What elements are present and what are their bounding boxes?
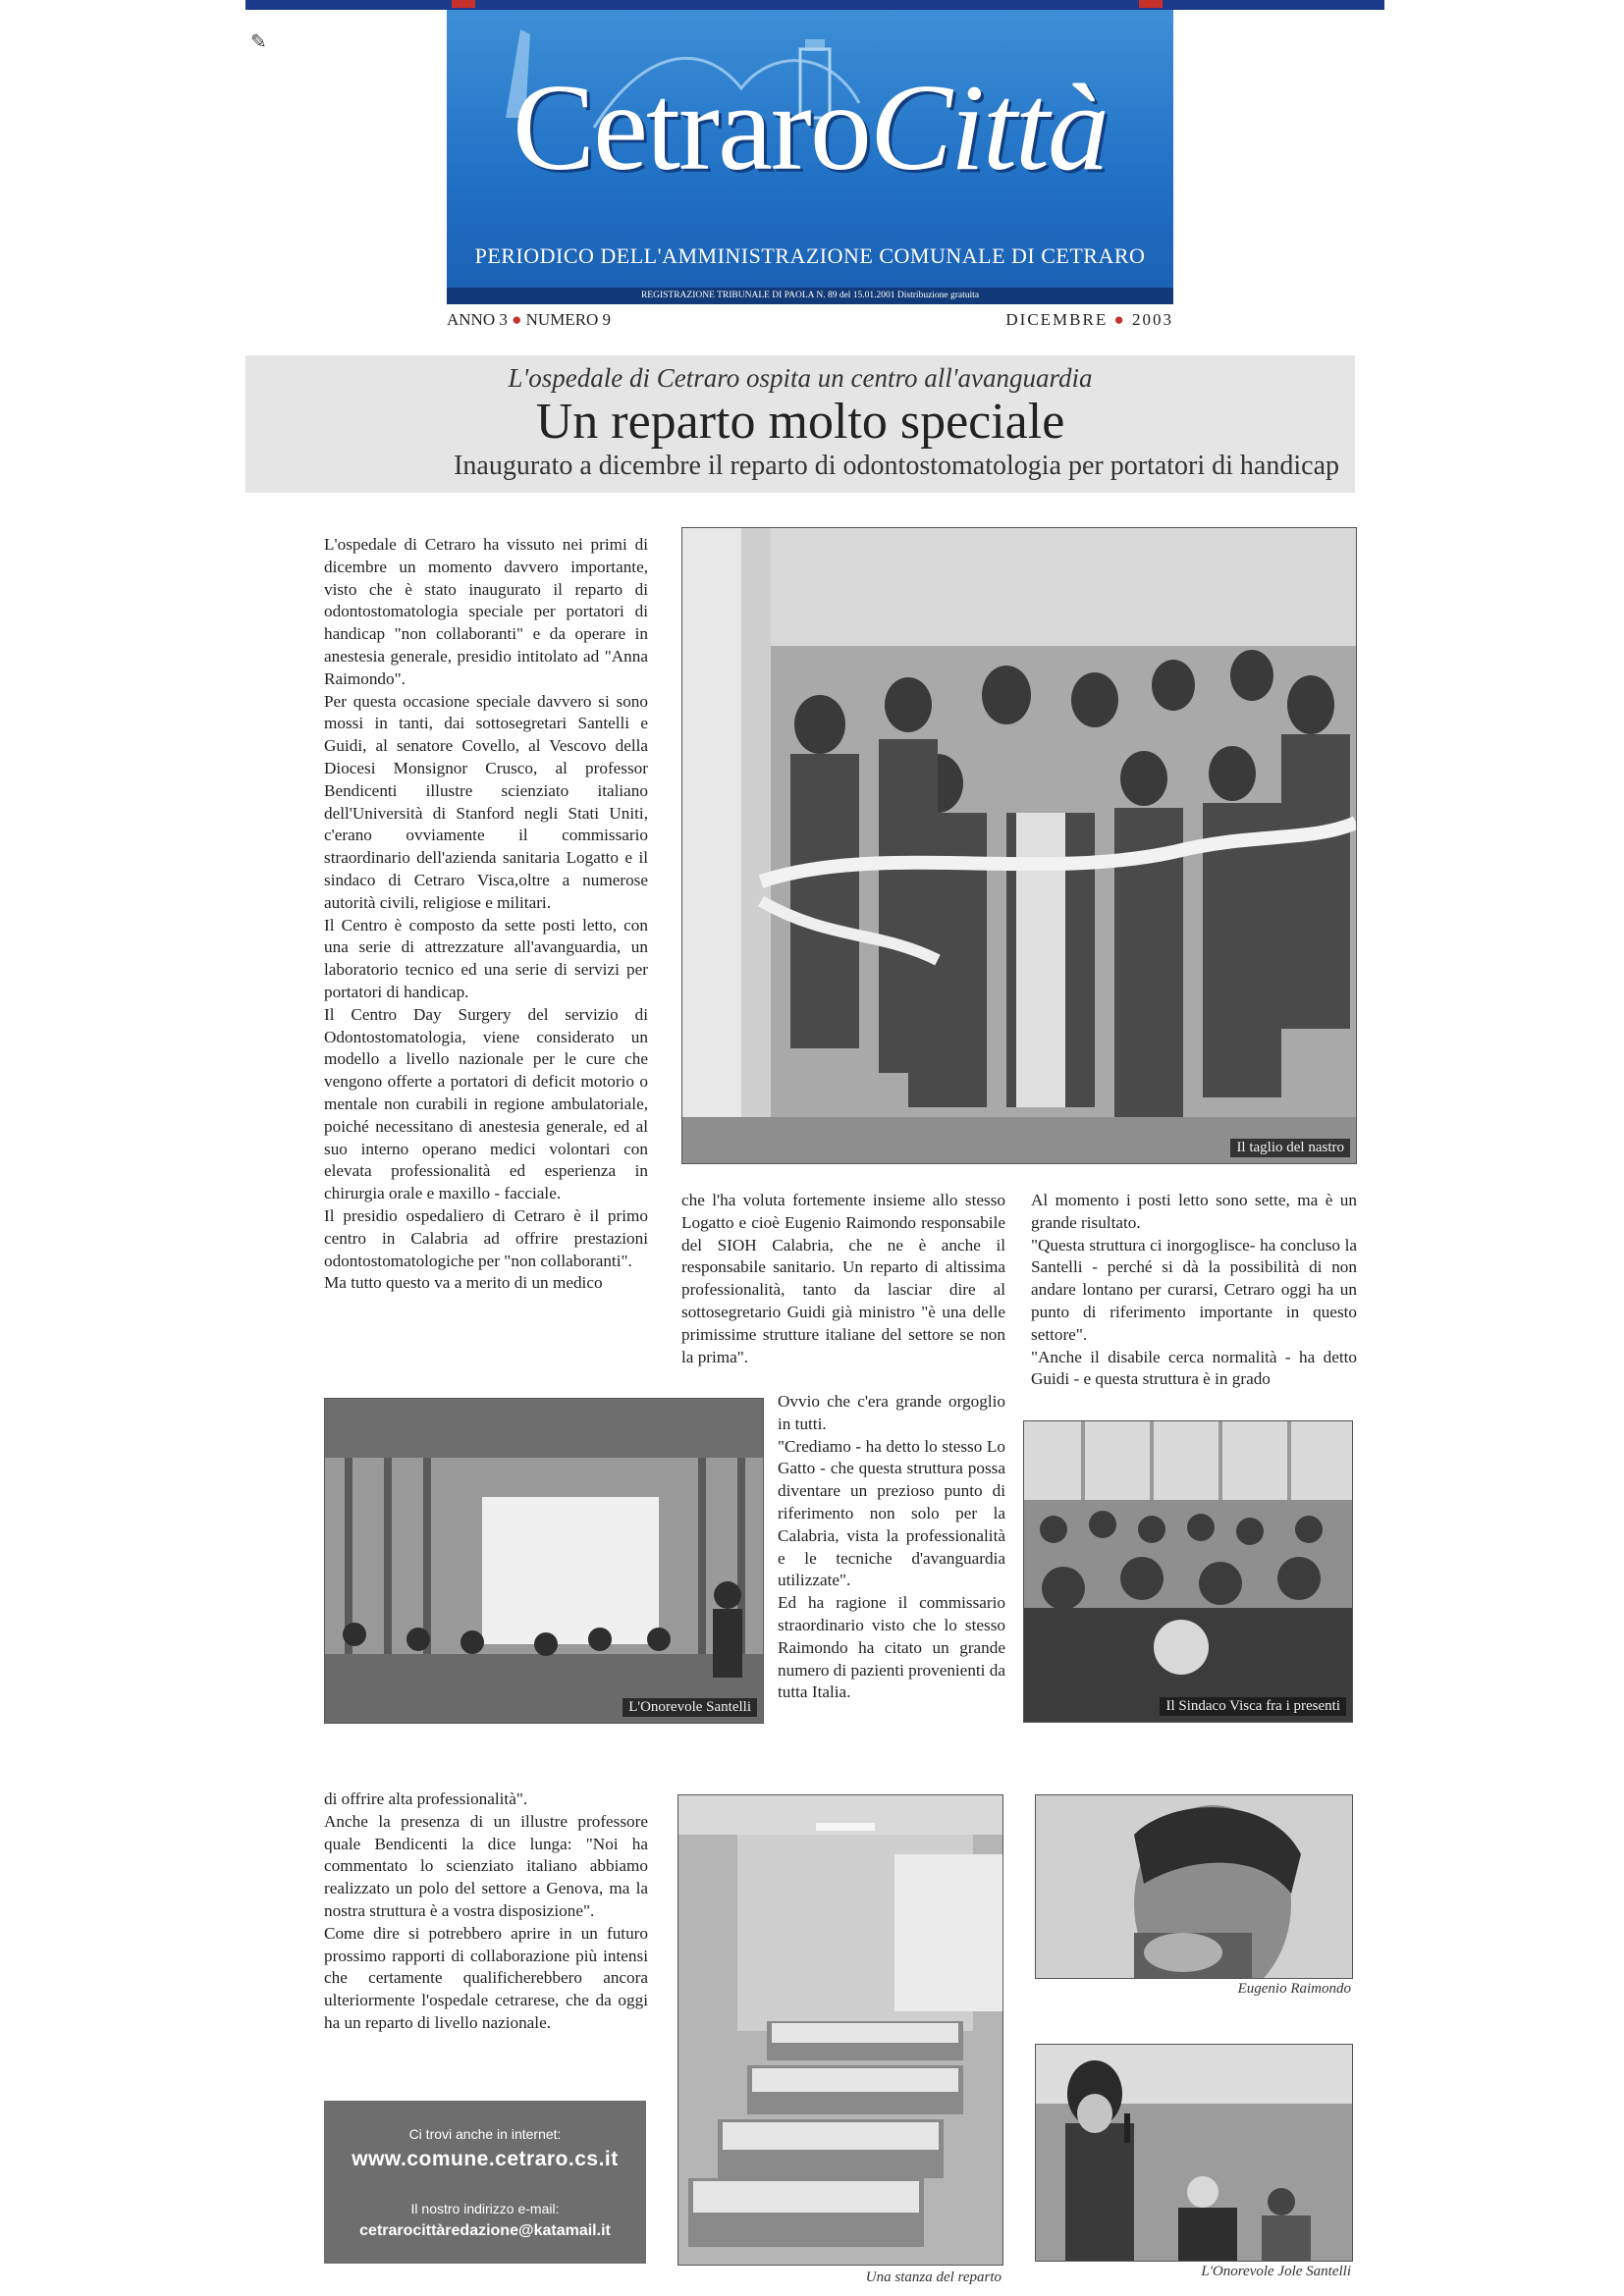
article-column-3 xyxy=(1031,1190,1357,1391)
paragraph: "Crediamo - ha detto lo stesso Lo Gatto - che questa struttura possa diventare un prezioso punto di riferimento non solo per la Calabria, vista la professionalità e le tecniche d'avanguardia utilizzate". xyxy=(778,1436,1005,1590)
article-kicker: L'ospedale di Cetraro ospita un centro all'avanguardia xyxy=(508,363,1093,393)
email-label: Il nostro indirizzo e-mail: xyxy=(410,2201,560,2216)
article-column-middle xyxy=(778,1391,1005,1704)
conference-room-image xyxy=(325,1399,763,1723)
photo-caption: Il taglio del nastro xyxy=(1230,1139,1350,1157)
paragraph: che l'ha voluta fortemente insieme allo stesso Logatto e cioè Eugenio Raimondo responsabile del SIOH Calabria, che ne è anche il responsabile sanitario. Un reparto di altissima professionalità, tanto da lasciar dire al sottosegretario Guidi già ministro "è una delle primissime strutture italiane del settore se non la prima". xyxy=(681,1191,1005,1366)
issue-number: ANNO 3 ● NUMERO 9 xyxy=(447,310,612,329)
article-column-bottom xyxy=(324,1789,648,2035)
article-column-2 xyxy=(681,1190,1005,1368)
ribbon-cutting-photo xyxy=(681,527,1357,1164)
corner-mark-icon: ✎ xyxy=(250,31,267,53)
paragraph: Ed ha ragione il commissario straordinario visto che lo stesso Raimondo ha citato un grande numero di pazienti provenienti da tutta Italia. xyxy=(778,1593,1005,1702)
photo-caption: L'Onorevole Jole Santelli xyxy=(1201,2264,1351,2279)
article-column-1 xyxy=(324,534,648,1295)
paragraph: "Anche il disabile cerca normalità - ha detto Guidi - e questa struttura è in grado xyxy=(1031,1347,1357,1389)
masthead xyxy=(447,10,1173,304)
headline-band xyxy=(245,355,1355,493)
paragraph: Per questa occasione speciale davvero si sono mossi in tanti, dai sottosegretari Santelli e Guidi, al senatore Covello, al Vescovo della Diocesi Monsignor Crusco, al professor Bendicenti illustre scienziato italiano dell'Università di Stanford negli Stati Uniti, c'erano ovviamente il commissario straordinario dell'azienda sanitaria Logatto e il sindaco di Cetraro Visca,oltre a numerose autorità civili, religiose e militari. xyxy=(324,691,648,912)
email-link[interactable]: cetrarocittàredazione@katamail.it xyxy=(359,2222,611,2239)
masthead-title: CetraroCittà xyxy=(513,60,1108,196)
hospital-room-photo xyxy=(677,1794,1003,2266)
paragraph: Ma tutto questo va a merito di un medico xyxy=(324,1273,603,1293)
web-label: Ci trovi anche in internet: xyxy=(408,2126,562,2142)
article-deck: Inaugurato a dicembre il reparto di odontostomatologia per portatori di handicap xyxy=(454,451,1339,481)
paragraph: Al momento i posti letto sono sette, ma è un grande risultato. xyxy=(1031,1191,1357,1232)
photo-caption: Il Sindaco Visca fra i presenti xyxy=(1160,1697,1346,1716)
web-info-box xyxy=(324,2101,646,2264)
speaker-image xyxy=(1036,2045,1352,2261)
paragraph: "Questa struttura ci inorgoglisce- ha concluso la Santelli - perché si dà la possibilità di non andare lontano per curarsi, Cetraro oggi ha un punto di riferimento importante in questo settore". xyxy=(1031,1235,1357,1344)
photo-caption: Una stanza del reparto xyxy=(865,2269,1001,2285)
red-mark xyxy=(452,0,475,8)
speaker-photo xyxy=(1035,2044,1353,2262)
photo-caption: Eugenio Raimondo xyxy=(1237,1981,1351,1997)
paragraph: di offrire alta professionalità". xyxy=(324,1789,528,1808)
paragraph: Anche la presenza di un illustre professore quale Bendicenti la dice lunga: "Noi ha commentato lo scienziato italiano abbiamo realizzato un polo del settore a Genova, ma la nostra struttura è a vostra disposizione". xyxy=(324,1811,648,1920)
portrait-image xyxy=(1036,1795,1352,1978)
registration-line: REGISTRAZIONE TRIBUNALE DI PAOLA N. 89 del 15.01.2001 Distribuzione gratuita xyxy=(447,288,1173,304)
portrait-photo xyxy=(1035,1794,1353,1979)
conference-room-photo xyxy=(324,1398,764,1724)
paragraph: Il Centro Day Surgery del servizio di Odontostomatologia, viene considerato un modello a livello nazionale per le cure che vengono offerte a portatori di deficit motorio o mentale non curabili in regione ambulatoriale, poiché necessitano di anestesia generale, ed al suo interno operano medici volontari con elevata professionalità ed esperienza in chirurgia orale e maxillo - facciale. xyxy=(324,1004,648,1203)
paragraph: L'ospedale di Cetraro ha vissuto nei primi di dicembre un momento davvero importante, visto che è stato inaugurato il reparto di odontostomatologia speciale per portatori di handicap "non collaboranti" e da operare in anestesia generale, presidio intitolato ad "Anna Raimondo". xyxy=(324,535,648,688)
issue-line xyxy=(447,310,1173,334)
paragraph: Ovvio che c'era grande orgoglio in tutti. xyxy=(778,1392,1005,1433)
article-headline: Un reparto molto speciale xyxy=(535,394,1065,450)
red-mark xyxy=(1139,0,1163,8)
website-link[interactable]: www.comune.cetraro.cs.it xyxy=(352,2148,619,2170)
hospital-room-image xyxy=(678,1795,1002,2265)
photo-caption: L'Onorevole Santelli xyxy=(623,1698,757,1717)
issue-date: DICEMBRE ● 2003 xyxy=(1005,310,1173,329)
masthead-subtitle: PERIODICO DELL'AMMINISTRAZIONE COMUNALE DI CETRARO xyxy=(474,243,1146,268)
audience-photo xyxy=(1023,1420,1353,1723)
top-color-bar xyxy=(245,0,1384,10)
paragraph: Come dire si potrebbero aprire in un futuro prossimo rapporti di collaborazione più intensi che certamente qualificherebbero ancora ulteriormente l'ospedale cetrarese, che da oggi ha un reparto di livello nazionale. xyxy=(324,1923,648,2032)
paragraph: Il presidio ospedaliero di Cetraro è il primo centro in Calabria ad offrire prestazioni odontostomatologiche per "non collaboranti". xyxy=(324,1205,648,1270)
paragraph: Il Centro è composto da sette posti letto, con una serie di attrezzature all'avanguardia, un laboratorio tecnico ed una serie di servizi per portatori di handicap. xyxy=(324,915,648,1001)
ribbon-cutting-image xyxy=(682,528,1356,1163)
audience-image xyxy=(1024,1421,1352,1722)
